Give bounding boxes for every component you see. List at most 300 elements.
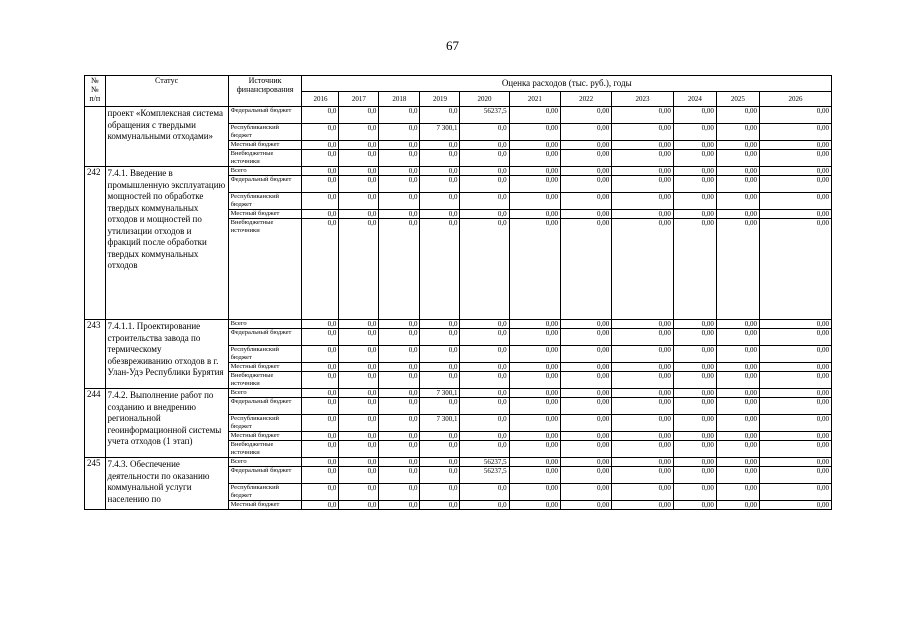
amount-cell: 0,00 xyxy=(612,458,674,467)
empty-cell xyxy=(716,235,759,320)
header-sources: Источник финансирования xyxy=(228,76,302,107)
amount-cell: 0,0 xyxy=(460,372,509,389)
amount-cell: 0,00 xyxy=(716,372,759,389)
amount-cell: 0,00 xyxy=(759,467,831,484)
amount-cell: 0,0 xyxy=(460,193,509,210)
amount-cell: 0,0 xyxy=(339,219,379,236)
amount-cell: 0,00 xyxy=(716,484,759,501)
amount-cell: 0,00 xyxy=(560,329,611,346)
amount-cell: 7 300,1 xyxy=(420,415,460,432)
amount-cell: 0,00 xyxy=(759,193,831,210)
amount-cell: 0,0 xyxy=(379,346,420,363)
row-number: 242 xyxy=(85,167,106,320)
funding-source: Всего xyxy=(228,458,302,467)
amount-cell: 0,0 xyxy=(379,458,420,467)
amount-cell: 0,00 xyxy=(560,219,611,236)
amount-cell: 0,0 xyxy=(420,320,460,329)
amount-cell: 0,0 xyxy=(302,398,339,415)
amount-cell: 0,00 xyxy=(509,193,560,210)
amount-cell: 0,0 xyxy=(302,167,339,176)
amount-cell: 0,0 xyxy=(302,219,339,236)
year-header: 2025 xyxy=(716,91,759,107)
amount-cell: 0,0 xyxy=(460,320,509,329)
amount-cell: 0,00 xyxy=(759,107,831,124)
empty-cell xyxy=(339,235,379,320)
funding-source: Всего xyxy=(228,389,302,398)
table-row xyxy=(85,167,832,176)
amount-cell: 0,0 xyxy=(379,501,420,510)
amount-cell: 0,0 xyxy=(420,329,460,346)
amount-cell: 0,00 xyxy=(509,501,560,510)
amount-cell: 0,0 xyxy=(302,346,339,363)
amount-cell: 0,00 xyxy=(560,501,611,510)
amount-cell: 0,00 xyxy=(560,320,611,329)
amount-cell: 0,0 xyxy=(379,432,420,441)
amount-cell: 0,00 xyxy=(509,372,560,389)
amount-cell: 0,00 xyxy=(612,398,674,415)
amount-cell: 0,00 xyxy=(673,441,716,458)
amount-cell: 0,00 xyxy=(560,441,611,458)
funding-source: Республиканский бюджет xyxy=(228,346,302,363)
amount-cell: 0,0 xyxy=(420,467,460,484)
amount-cell: 0,0 xyxy=(379,441,420,458)
amount-cell: 0,00 xyxy=(759,501,831,510)
amount-cell: 0,00 xyxy=(560,389,611,398)
amount-cell: 0,00 xyxy=(509,389,560,398)
amount-cell: 0,0 xyxy=(460,501,509,510)
amount-cell: 0,0 xyxy=(420,372,460,389)
amount-cell: 0,0 xyxy=(339,467,379,484)
amount-cell: 0,0 xyxy=(302,193,339,210)
amount-cell: 0,0 xyxy=(420,193,460,210)
amount-cell: 0,00 xyxy=(509,219,560,236)
amount-cell: 0,0 xyxy=(339,441,379,458)
amount-cell: 0,00 xyxy=(612,210,674,219)
table-row xyxy=(85,107,832,124)
amount-cell: 0,00 xyxy=(673,389,716,398)
amount-cell: 0,0 xyxy=(302,363,339,372)
amount-cell: 0,0 xyxy=(379,484,420,501)
amount-cell: 0,0 xyxy=(379,124,420,141)
amount-cell: 0,00 xyxy=(509,320,560,329)
amount-cell: 0,00 xyxy=(759,441,831,458)
funding-source: Внебюджетные источники xyxy=(228,219,302,236)
year-header: 2021 xyxy=(509,91,560,107)
amount-cell: 0,00 xyxy=(759,432,831,441)
amount-cell: 0,0 xyxy=(460,398,509,415)
amount-cell: 0,00 xyxy=(716,219,759,236)
amount-cell: 0,00 xyxy=(759,210,831,219)
amount-cell: 0,0 xyxy=(379,467,420,484)
amount-cell: 0,0 xyxy=(420,484,460,501)
amount-cell: 0,0 xyxy=(460,415,509,432)
status-cell: проект «Комплексная система обращения с твердыми коммунальными отходами» xyxy=(105,107,228,167)
amount-cell: 0,0 xyxy=(379,150,420,167)
amount-cell: 0,00 xyxy=(759,124,831,141)
year-header: 2016 xyxy=(302,91,339,107)
row-number xyxy=(85,107,106,167)
amount-cell: 0,00 xyxy=(612,124,674,141)
header-num-line: п/п xyxy=(89,94,101,103)
amount-cell: 0,00 xyxy=(560,363,611,372)
amount-cell: 0,0 xyxy=(302,107,339,124)
year-header: 2018 xyxy=(379,91,420,107)
amount-cell: 0,0 xyxy=(302,210,339,219)
amount-cell: 0,00 xyxy=(509,458,560,467)
amount-cell: 0,0 xyxy=(420,141,460,150)
amount-cell: 0,0 xyxy=(302,458,339,467)
amount-cell: 0,0 xyxy=(460,329,509,346)
amount-cell: 0,00 xyxy=(759,320,831,329)
amount-cell: 0,00 xyxy=(560,458,611,467)
amount-cell: 0,00 xyxy=(716,363,759,372)
amount-cell: 0,00 xyxy=(673,141,716,150)
amount-cell: 0,00 xyxy=(509,107,560,124)
amount-cell: 0,00 xyxy=(509,484,560,501)
amount-cell: 0,0 xyxy=(339,320,379,329)
amount-cell: 0,0 xyxy=(339,124,379,141)
amount-cell: 0,00 xyxy=(759,372,831,389)
amount-cell: 0,00 xyxy=(612,346,674,363)
amount-cell: 0,00 xyxy=(560,210,611,219)
amount-cell: 0,0 xyxy=(302,329,339,346)
amount-cell: 0,0 xyxy=(379,398,420,415)
funding-source: Внебюджетные источники xyxy=(228,441,302,458)
amount-cell: 0,0 xyxy=(379,193,420,210)
amount-cell: 0,0 xyxy=(379,372,420,389)
amount-cell: 0,00 xyxy=(509,210,560,219)
empty-cell xyxy=(460,235,509,320)
amount-cell: 0,00 xyxy=(612,193,674,210)
funding-source: Федеральный бюджет xyxy=(228,398,302,415)
amount-cell: 0,0 xyxy=(420,432,460,441)
amount-cell: 0,0 xyxy=(420,441,460,458)
amount-cell: 0,0 xyxy=(379,176,420,193)
table-row xyxy=(85,320,832,329)
amount-cell: 0,00 xyxy=(716,176,759,193)
amount-cell: 0,00 xyxy=(509,467,560,484)
funding-source: Федеральный бюджет xyxy=(228,329,302,346)
amount-cell: 0,00 xyxy=(612,501,674,510)
amount-cell: 0,0 xyxy=(339,193,379,210)
amount-cell: 0,0 xyxy=(460,219,509,236)
amount-cell: 0,0 xyxy=(339,329,379,346)
amount-cell: 0,00 xyxy=(673,346,716,363)
amount-cell: 0,0 xyxy=(339,176,379,193)
amount-cell: 0,0 xyxy=(339,458,379,467)
amount-cell: 0,0 xyxy=(302,432,339,441)
funding-source: Республиканский бюджет xyxy=(228,193,302,210)
amount-cell: 0,0 xyxy=(339,346,379,363)
amount-cell: 0,0 xyxy=(302,441,339,458)
amount-cell: 0,0 xyxy=(302,124,339,141)
amount-cell: 0,00 xyxy=(673,501,716,510)
amount-cell: 0,00 xyxy=(716,458,759,467)
amount-cell: 0,00 xyxy=(612,415,674,432)
amount-cell: 0,0 xyxy=(302,150,339,167)
empty-cell xyxy=(302,235,339,320)
funding-source: Внебюджетные источники xyxy=(228,150,302,167)
funding-source: Местный бюджет xyxy=(228,363,302,372)
amount-cell: 0,00 xyxy=(560,124,611,141)
amount-cell: 0,0 xyxy=(339,398,379,415)
amount-cell: 0,0 xyxy=(302,141,339,150)
amount-cell: 0,00 xyxy=(716,193,759,210)
header-num-line: № xyxy=(90,76,99,85)
amount-cell: 0,00 xyxy=(560,467,611,484)
amount-cell: 0,00 xyxy=(509,432,560,441)
amount-cell: 0,00 xyxy=(759,150,831,167)
amount-cell: 0,0 xyxy=(460,432,509,441)
funding-source: Республиканский бюджет xyxy=(228,124,302,141)
financing-table xyxy=(84,75,832,510)
status-cell: 7.4.2. Выполнение работ по созданию и внедрению региональной геоинформационной системы учета отходов (1 этап) xyxy=(105,389,228,458)
year-header: 2019 xyxy=(420,91,460,107)
amount-cell: 0,00 xyxy=(716,415,759,432)
status-cell: 7.4.1.1. Проектирование строительства завода по термическому обезвреживанию отходов в г. Улан-Удэ Республики Бурятия xyxy=(105,320,228,389)
amount-cell: 0,00 xyxy=(560,372,611,389)
header-num-line: № xyxy=(90,85,99,94)
empty-cell xyxy=(612,235,674,320)
amount-cell: 0,0 xyxy=(379,389,420,398)
amount-cell: 0,00 xyxy=(509,150,560,167)
amount-cell: 0,00 xyxy=(509,415,560,432)
amount-cell: 0,00 xyxy=(759,415,831,432)
amount-cell: 0,0 xyxy=(379,210,420,219)
amount-cell: 0,00 xyxy=(560,432,611,441)
amount-cell: 0,00 xyxy=(509,141,560,150)
amount-cell: 0,0 xyxy=(420,107,460,124)
amount-cell: 0,0 xyxy=(339,484,379,501)
amount-cell: 0,00 xyxy=(560,346,611,363)
funding-source: Местный бюджет xyxy=(228,432,302,441)
amount-cell: 0,00 xyxy=(560,167,611,176)
amount-cell: 0,00 xyxy=(612,219,674,236)
empty-cell xyxy=(420,235,460,320)
amount-cell: 0,0 xyxy=(420,363,460,372)
amount-cell: 0,0 xyxy=(420,150,460,167)
funding-source: Республиканский бюджет xyxy=(228,484,302,501)
amount-cell: 0,00 xyxy=(673,415,716,432)
status-cell: 7.4.1. Введение в промышленную эксплуатацию мощностей по обработке твердых коммунальных отходов и мощностей по утилизации отходов и фракций после обработки твердых коммунальных отходов xyxy=(105,167,228,320)
amount-cell: 0,0 xyxy=(339,107,379,124)
amount-cell: 0,0 xyxy=(420,176,460,193)
amount-cell: 0,00 xyxy=(673,124,716,141)
funding-source: Федеральный бюджет xyxy=(228,107,302,124)
funding-source: Федеральный бюджет xyxy=(228,467,302,484)
amount-cell: 0,0 xyxy=(460,346,509,363)
header-num xyxy=(85,76,106,107)
amount-cell: 0,00 xyxy=(673,372,716,389)
funding-source: Федеральный бюджет xyxy=(228,176,302,193)
amount-cell: 0,00 xyxy=(673,167,716,176)
amount-cell: 0,0 xyxy=(460,389,509,398)
amount-cell: 0,00 xyxy=(612,150,674,167)
amount-cell: 0,00 xyxy=(560,193,611,210)
amount-cell: 0,00 xyxy=(612,329,674,346)
year-header: 2020 xyxy=(460,91,509,107)
year-header: 2023 xyxy=(612,91,674,107)
amount-cell: 0,00 xyxy=(759,484,831,501)
amount-cell: 0,0 xyxy=(302,389,339,398)
amount-cell: 0,00 xyxy=(509,329,560,346)
amount-cell: 7 300,1 xyxy=(420,389,460,398)
amount-cell: 0,00 xyxy=(560,150,611,167)
empty-cell xyxy=(759,235,831,320)
amount-cell: 0,00 xyxy=(612,432,674,441)
amount-cell: 0,0 xyxy=(460,484,509,501)
amount-cell: 0,00 xyxy=(759,176,831,193)
funding-source: Всего xyxy=(228,167,302,176)
funding-source: Республиканский бюджет xyxy=(228,415,302,432)
amount-cell: 0,00 xyxy=(673,150,716,167)
amount-cell: 0,0 xyxy=(302,415,339,432)
amount-cell: 0,0 xyxy=(302,501,339,510)
amount-cell: 0,00 xyxy=(509,124,560,141)
amount-cell: 56237,5 xyxy=(460,107,509,124)
amount-cell: 0,00 xyxy=(716,467,759,484)
empty-cell xyxy=(509,235,560,320)
header-row xyxy=(85,76,832,92)
amount-cell: 0,0 xyxy=(379,107,420,124)
funding-source: Местный бюджет xyxy=(228,141,302,150)
amount-cell: 0,00 xyxy=(673,398,716,415)
header-estimate: Оценка расходов (тыс. руб.), годы xyxy=(302,76,832,92)
empty-cell xyxy=(379,235,420,320)
amount-cell: 0,0 xyxy=(302,484,339,501)
amount-cell: 0,00 xyxy=(612,441,674,458)
amount-cell: 0,00 xyxy=(759,363,831,372)
amount-cell: 0,0 xyxy=(460,141,509,150)
amount-cell: 0,0 xyxy=(460,363,509,372)
amount-cell: 0,00 xyxy=(716,501,759,510)
amount-cell: 0,00 xyxy=(612,320,674,329)
amount-cell: 0,00 xyxy=(509,441,560,458)
amount-cell: 0,00 xyxy=(716,107,759,124)
amount-cell: 0,00 xyxy=(759,398,831,415)
funding-source: Местный бюджет xyxy=(228,501,302,510)
amount-cell: 0,0 xyxy=(339,389,379,398)
amount-cell: 0,00 xyxy=(716,124,759,141)
amount-cell: 0,00 xyxy=(509,167,560,176)
amount-cell: 0,00 xyxy=(716,346,759,363)
year-header: 2022 xyxy=(560,91,611,107)
funding-source: Всего xyxy=(228,320,302,329)
amount-cell: 0,0 xyxy=(302,372,339,389)
amount-cell: 0,00 xyxy=(716,389,759,398)
amount-cell: 0,00 xyxy=(716,167,759,176)
amount-cell: 0,0 xyxy=(379,141,420,150)
amount-cell: 0,00 xyxy=(673,320,716,329)
amount-cell: 0,00 xyxy=(560,176,611,193)
amount-cell: 0,0 xyxy=(339,141,379,150)
amount-cell: 0,00 xyxy=(716,329,759,346)
empty-cell xyxy=(228,235,302,320)
amount-cell: 0,00 xyxy=(560,398,611,415)
amount-cell: 0,00 xyxy=(716,210,759,219)
header-status: Статус xyxy=(105,76,228,107)
amount-cell: 56237,5 xyxy=(460,467,509,484)
amount-cell: 0,0 xyxy=(379,320,420,329)
amount-cell: 0,00 xyxy=(759,458,831,467)
year-header: 2026 xyxy=(759,91,831,107)
table-body xyxy=(85,76,832,510)
amount-cell: 0,00 xyxy=(612,167,674,176)
amount-cell: 0,0 xyxy=(302,467,339,484)
amount-cell: 0,0 xyxy=(339,167,379,176)
amount-cell: 0,0 xyxy=(460,210,509,219)
funding-source: Местный бюджет xyxy=(228,210,302,219)
amount-cell: 0,00 xyxy=(673,484,716,501)
row-number: 244 xyxy=(85,389,106,458)
row-number: 243 xyxy=(85,320,106,389)
status-cell: 7.4.3. Обеспечение деятельности по оказанию коммунальной услуги населению по xyxy=(105,458,228,510)
amount-cell: 0,0 xyxy=(420,346,460,363)
amount-cell: 0,0 xyxy=(460,167,509,176)
amount-cell: 56237,5 xyxy=(460,458,509,467)
amount-cell: 0,00 xyxy=(560,415,611,432)
amount-cell: 0,00 xyxy=(509,176,560,193)
amount-cell: 0,00 xyxy=(509,346,560,363)
amount-cell: 0,0 xyxy=(339,432,379,441)
amount-cell: 0,00 xyxy=(612,467,674,484)
amount-cell: 0,00 xyxy=(612,484,674,501)
amount-cell: 0,00 xyxy=(759,141,831,150)
amount-cell: 0,0 xyxy=(420,210,460,219)
amount-cell: 0,00 xyxy=(673,329,716,346)
amount-cell: 0,00 xyxy=(509,398,560,415)
table-row xyxy=(85,458,832,467)
amount-cell: 0,00 xyxy=(716,432,759,441)
table-row xyxy=(85,389,832,398)
amount-cell: 0,00 xyxy=(716,398,759,415)
amount-cell: 0,0 xyxy=(460,150,509,167)
amount-cell: 0,0 xyxy=(379,329,420,346)
amount-cell: 0,00 xyxy=(612,389,674,398)
amount-cell: 0,00 xyxy=(673,432,716,441)
amount-cell: 0,0 xyxy=(460,124,509,141)
amount-cell: 0,00 xyxy=(673,107,716,124)
funding-source: Внебюджетные источники xyxy=(228,372,302,389)
amount-cell: 0,0 xyxy=(339,372,379,389)
amount-cell: 0,00 xyxy=(673,363,716,372)
amount-cell: 0,0 xyxy=(379,219,420,236)
amount-cell: 0,0 xyxy=(379,415,420,432)
amount-cell: 0,00 xyxy=(716,150,759,167)
amount-cell: 0,00 xyxy=(560,107,611,124)
amount-cell: 0,00 xyxy=(612,107,674,124)
amount-cell: 7 300,1 xyxy=(420,124,460,141)
amount-cell: 0,00 xyxy=(716,320,759,329)
amount-cell: 0,00 xyxy=(673,458,716,467)
amount-cell: 0,0 xyxy=(460,176,509,193)
year-header: 2024 xyxy=(673,91,716,107)
amount-cell: 0,0 xyxy=(339,415,379,432)
amount-cell: 0,00 xyxy=(673,467,716,484)
amount-cell: 0,0 xyxy=(379,363,420,372)
year-header: 2017 xyxy=(339,91,379,107)
amount-cell: 0,00 xyxy=(759,346,831,363)
amount-cell: 0,0 xyxy=(339,210,379,219)
amount-cell: 0,00 xyxy=(509,363,560,372)
amount-cell: 0,00 xyxy=(759,219,831,236)
amount-cell: 0,00 xyxy=(612,176,674,193)
row-number: 245 xyxy=(85,458,106,510)
amount-cell: 0,00 xyxy=(716,141,759,150)
amount-cell: 0,00 xyxy=(560,141,611,150)
amount-cell: 0,0 xyxy=(420,458,460,467)
amount-cell: 0,0 xyxy=(339,150,379,167)
